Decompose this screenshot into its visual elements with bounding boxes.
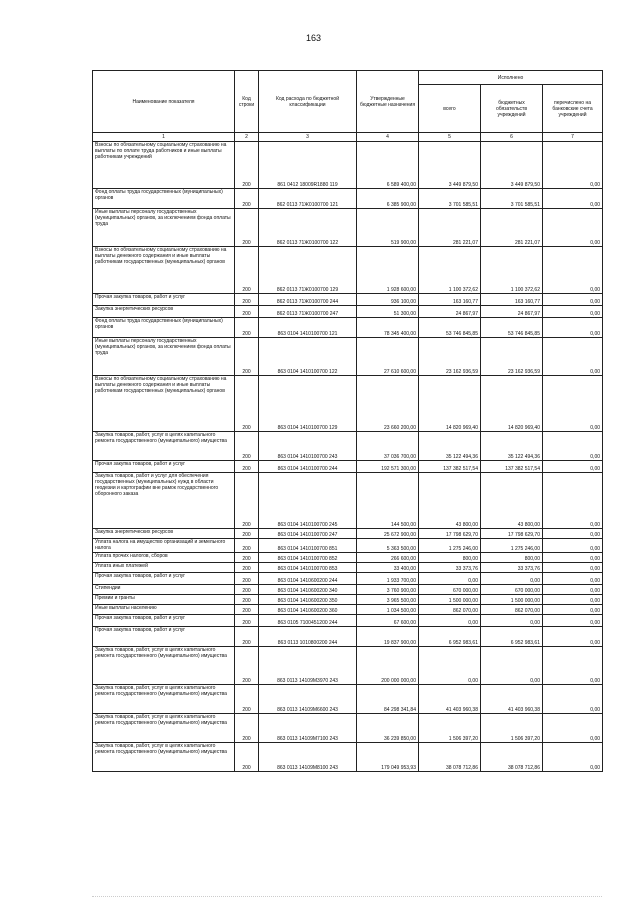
row-expense-code: 862 0113 71Ж0100700 121 — [259, 189, 357, 209]
row-approved: 192 571 300,00 — [357, 461, 419, 473]
row-name: Закупка энергетических ресурсов — [93, 529, 235, 539]
budget-execution-table — [92, 70, 603, 772]
table-row — [93, 605, 603, 615]
row-approved: 144 500,00 — [357, 473, 419, 529]
row-approved: 1 933 700,00 — [357, 573, 419, 585]
row-expense-code: 863 0104 1410100700 851 — [259, 539, 357, 553]
table-row — [93, 714, 603, 743]
row-expense-code: 863 0104 1410100700 247 — [259, 529, 357, 539]
page-number: 163 — [305, 33, 322, 43]
row-executed-total: 862 070,00 — [419, 605, 481, 615]
header-expense-code: Код расхода по бюджетной классификации — [259, 71, 357, 133]
row-expense-code: 863 0105 7100451200 244 — [259, 615, 357, 627]
row-name: Уплата иных платежей — [93, 563, 235, 573]
row-approved: 27 610 600,00 — [357, 338, 419, 376]
column-number: 5 — [419, 133, 481, 142]
row-name: Фонд оплаты труда государственных (муниципальных) органов — [93, 318, 235, 338]
table-row — [93, 553, 603, 563]
row-line-code: 200 — [235, 306, 259, 318]
row-executed-total: 1 506 397,20 — [419, 714, 481, 743]
row-line-code: 200 — [235, 563, 259, 573]
row-executed-total: 43 800,00 — [419, 473, 481, 529]
row-line-code: 200 — [235, 605, 259, 615]
row-expense-code: 862 0113 71Ж0100700 122 — [259, 209, 357, 247]
row-name: Закупка товаров, работ, услуг в целях капитального ремонта государственного (муниципального) имущества — [93, 714, 235, 743]
row-executed-transferred: 0,00 — [543, 743, 603, 772]
row-approved: 84 298 341,84 — [357, 685, 419, 714]
row-executed-total: 24 867,97 — [419, 306, 481, 318]
row-line-code: 200 — [235, 615, 259, 627]
row-executed-transferred: 0,00 — [543, 627, 603, 647]
table-row — [93, 461, 603, 473]
table-row — [93, 573, 603, 585]
row-line-code: 200 — [235, 209, 259, 247]
row-name: Взносы по обязательному социальному страхованию на выплаты денежного содержания и иные выплаты работникам государственных (муниципальных) органов — [93, 247, 235, 294]
header-executed-obligations: бюджетных обязательств учреждений — [481, 85, 543, 133]
table-row — [93, 539, 603, 553]
row-executed-obligations: 53 746 845,85 — [481, 318, 543, 338]
row-approved: 1 928 600,00 — [357, 247, 419, 294]
row-name: Стипендии — [93, 585, 235, 595]
column-number-row — [93, 133, 603, 142]
row-executed-transferred: 0,00 — [543, 247, 603, 294]
row-executed-obligations: 800,00 — [481, 553, 543, 563]
row-approved: 266 600,00 — [357, 553, 419, 563]
row-executed-obligations: 6 952 983,61 — [481, 627, 543, 647]
row-approved: 1 034 500,00 — [357, 605, 419, 615]
row-executed-transferred: 0,00 — [543, 306, 603, 318]
row-name: Фонд оплаты труда государственных (муниципальных) органов — [93, 189, 235, 209]
row-executed-total: 17 798 629,70 — [419, 529, 481, 539]
row-executed-total: 0,00 — [419, 615, 481, 627]
column-number: 6 — [481, 133, 543, 142]
row-executed-total: 3 701 585,51 — [419, 189, 481, 209]
table-row — [93, 743, 603, 772]
column-number: 3 — [259, 133, 357, 142]
row-executed-obligations: 43 800,00 — [481, 473, 543, 529]
row-line-code: 200 — [235, 573, 259, 585]
column-number: 4 — [357, 133, 419, 142]
row-executed-transferred: 0,00 — [543, 189, 603, 209]
row-line-code: 200 — [235, 585, 259, 595]
row-executed-obligations: 3 449 879,50 — [481, 142, 543, 189]
row-executed-total: 1 275 246,00 — [419, 539, 481, 553]
table-row — [93, 647, 603, 685]
table-row — [93, 585, 603, 595]
header-executed-transferred: перечислено на банковские счета учреждений — [543, 85, 603, 133]
table-row — [93, 473, 603, 529]
row-executed-transferred: 0,00 — [543, 318, 603, 338]
row-approved: 936 100,00 — [357, 294, 419, 306]
row-expense-code: 863 0104 1410600200 244 — [259, 573, 357, 585]
row-expense-code: 863 0104 1410600200 360 — [259, 605, 357, 615]
row-line-code: 200 — [235, 461, 259, 473]
row-expense-code: 863 0113 14109М8100 243 — [259, 743, 357, 772]
table-row — [93, 563, 603, 573]
row-name: Прочая закупка товаров, работ и услуг — [93, 294, 235, 306]
row-executed-transferred: 0,00 — [543, 553, 603, 563]
row-expense-code: 863 0113 14109М6600 243 — [259, 685, 357, 714]
row-name: Иные выплаты персоналу государственных (муниципальных) органов, за исключением фонда оплаты труда — [93, 209, 235, 247]
table-row — [93, 615, 603, 627]
row-executed-transferred: 0,00 — [543, 647, 603, 685]
row-executed-total: 281 221,07 — [419, 209, 481, 247]
row-expense-code: 863 0104 1410100700 129 — [259, 376, 357, 432]
row-name: Прочая закупка товаров, работ и услуг — [93, 461, 235, 473]
row-expense-code: 863 0113 1010800200 244 — [259, 627, 357, 647]
row-name: Прочая закупка товаров, работ и услуг — [93, 627, 235, 647]
row-executed-transferred: 0,00 — [543, 685, 603, 714]
row-executed-total: 35 122 494,36 — [419, 432, 481, 461]
row-line-code: 200 — [235, 318, 259, 338]
row-approved: 3 965 500,00 — [357, 595, 419, 605]
row-approved: 5 363 500,00 — [357, 539, 419, 553]
row-approved: 179 049 953,93 — [357, 743, 419, 772]
row-expense-code: 861 0412 18009R1880 119 — [259, 142, 357, 189]
row-executed-total: 0,00 — [419, 647, 481, 685]
column-number: 1 — [93, 133, 235, 142]
row-line-code: 200 — [235, 432, 259, 461]
table-row — [93, 376, 603, 432]
row-expense-code: 862 0113 71Ж0100700 247 — [259, 306, 357, 318]
header-indicator-name: Наименование показателя — [93, 71, 235, 133]
row-executed-total: 23 162 936,59 — [419, 338, 481, 376]
row-executed-obligations: 35 122 494,36 — [481, 432, 543, 461]
row-name: Прочая закупка товаров, работ и услуг — [93, 615, 235, 627]
row-executed-transferred: 0,00 — [543, 461, 603, 473]
row-name: Закупка энергетических ресурсов — [93, 306, 235, 318]
page-footer-line — [92, 896, 602, 898]
row-executed-transferred: 0,00 — [543, 573, 603, 585]
row-executed-total: 1 100 372,62 — [419, 247, 481, 294]
row-name: Премии и гранты — [93, 595, 235, 605]
row-approved: 25 672 900,00 — [357, 529, 419, 539]
row-executed-total: 14 820 969,40 — [419, 376, 481, 432]
row-approved: 33 400,00 — [357, 563, 419, 573]
row-executed-transferred: 0,00 — [543, 529, 603, 539]
row-executed-obligations: 17 798 629,70 — [481, 529, 543, 539]
row-approved: 200 000 000,00 — [357, 647, 419, 685]
row-name: Закупка товаров, работ, услуг в целях капитального ремонта государственного (муниципального) имущества — [93, 647, 235, 685]
table-row — [93, 432, 603, 461]
row-executed-obligations: 281 221,07 — [481, 209, 543, 247]
row-executed-transferred: 0,00 — [543, 595, 603, 605]
row-executed-transferred: 0,00 — [543, 473, 603, 529]
table-row — [93, 189, 603, 209]
row-executed-total: 38 078 712,86 — [419, 743, 481, 772]
row-approved: 6 589 400,00 — [357, 142, 419, 189]
row-line-code: 200 — [235, 247, 259, 294]
row-expense-code: 863 0104 1410100700 121 — [259, 318, 357, 338]
row-line-code: 200 — [235, 294, 259, 306]
row-executed-obligations: 41 403 960,38 — [481, 685, 543, 714]
row-name: Закупка товаров, работ, услуг в целях капитального ремонта государственного (муниципального) имущества — [93, 432, 235, 461]
header-executed: Исполнено — [419, 71, 603, 85]
table-row — [93, 294, 603, 306]
row-name: Иные выплаты населению — [93, 605, 235, 615]
row-line-code: 200 — [235, 142, 259, 189]
row-name: Закупка товаров, работ, услуг в целях капитального ремонта государственного (муниципального) имущества — [93, 685, 235, 714]
row-executed-total: 163 160,77 — [419, 294, 481, 306]
row-executed-transferred: 0,00 — [543, 539, 603, 553]
row-line-code: 200 — [235, 539, 259, 553]
row-approved: 36 239 850,00 — [357, 714, 419, 743]
row-executed-total: 6 952 983,61 — [419, 627, 481, 647]
row-executed-transferred: 0,00 — [543, 563, 603, 573]
row-line-code: 200 — [235, 647, 259, 685]
table-row — [93, 142, 603, 189]
header-approved: Утвержденные бюджетные назначения — [357, 71, 419, 133]
row-expense-code: 862 0113 71Ж0100700 129 — [259, 247, 357, 294]
row-expense-code: 863 0113 14109М3970 243 — [259, 647, 357, 685]
row-executed-transferred: 0,00 — [543, 585, 603, 595]
row-executed-obligations: 1 506 397,20 — [481, 714, 543, 743]
row-executed-total: 33 373,76 — [419, 563, 481, 573]
row-approved: 6 385 900,00 — [357, 189, 419, 209]
row-executed-obligations: 1 500 000,00 — [481, 595, 543, 605]
row-line-code: 200 — [235, 473, 259, 529]
row-executed-obligations: 23 162 936,59 — [481, 338, 543, 376]
row-expense-code: 863 0104 1410100700 853 — [259, 563, 357, 573]
row-executed-transferred: 0,00 — [543, 615, 603, 627]
table-row — [93, 595, 603, 605]
table-row — [93, 318, 603, 338]
row-executed-obligations: 38 078 712,86 — [481, 743, 543, 772]
row-executed-transferred: 0,00 — [543, 376, 603, 432]
row-name: Уплата налога на имущество организаций и земельного налога — [93, 539, 235, 553]
row-line-code: 200 — [235, 743, 259, 772]
row-expense-code: 863 0104 1410600200 340 — [259, 585, 357, 595]
table-row — [93, 247, 603, 294]
row-approved: 3 760 900,00 — [357, 585, 419, 595]
row-executed-obligations: 137 382 517,54 — [481, 461, 543, 473]
row-executed-transferred: 0,00 — [543, 605, 603, 615]
table-row — [93, 685, 603, 714]
row-executed-total: 53 746 845,85 — [419, 318, 481, 338]
row-approved: 23 660 200,00 — [357, 376, 419, 432]
row-approved: 78 345 400,00 — [357, 318, 419, 338]
row-line-code: 200 — [235, 338, 259, 376]
row-executed-transferred: 0,00 — [543, 209, 603, 247]
row-executed-obligations: 1 275 246,00 — [481, 539, 543, 553]
header-executed-total: всего — [419, 85, 481, 133]
row-executed-obligations: 0,00 — [481, 615, 543, 627]
table-row — [93, 338, 603, 376]
row-name: Взносы по обязательному социальному страхованию на выплаты денежного содержания и иные выплаты работникам государственных (муниципальных) органов — [93, 376, 235, 432]
row-line-code: 200 — [235, 595, 259, 605]
row-line-code: 200 — [235, 685, 259, 714]
row-executed-transferred: 0,00 — [543, 338, 603, 376]
row-line-code: 200 — [235, 627, 259, 647]
row-name: Иные выплаты персоналу государственных (муниципальных) органов, за исключением фонда оплаты труда — [93, 338, 235, 376]
column-number: 2 — [235, 133, 259, 142]
row-expense-code: 863 0104 1410600200 350 — [259, 595, 357, 605]
table-row — [93, 306, 603, 318]
row-executed-total: 1 500 000,00 — [419, 595, 481, 605]
row-expense-code: 863 0104 1410100700 122 — [259, 338, 357, 376]
row-executed-transferred: 0,00 — [543, 432, 603, 461]
row-executed-obligations: 0,00 — [481, 573, 543, 585]
row-name: Прочая закупка товаров, работ и услуг — [93, 573, 235, 585]
row-expense-code: 862 0113 71Ж0100700 244 — [259, 294, 357, 306]
row-executed-obligations: 862 070,00 — [481, 605, 543, 615]
row-executed-obligations: 24 867,97 — [481, 306, 543, 318]
row-executed-transferred: 0,00 — [543, 294, 603, 306]
table-body — [93, 142, 603, 772]
row-executed-obligations: 163 160,77 — [481, 294, 543, 306]
row-line-code: 200 — [235, 553, 259, 563]
row-expense-code: 863 0113 14109М7100 243 — [259, 714, 357, 743]
row-executed-obligations: 1 100 372,62 — [481, 247, 543, 294]
row-executed-obligations: 14 820 969,40 — [481, 376, 543, 432]
row-expense-code: 863 0104 1410100700 245 — [259, 473, 357, 529]
row-approved: 19 837 900,00 — [357, 627, 419, 647]
row-executed-transferred: 0,00 — [543, 142, 603, 189]
row-line-code: 200 — [235, 714, 259, 743]
column-number: 7 — [543, 133, 603, 142]
row-name: Уплата прочих налогов, сборов — [93, 553, 235, 563]
row-executed-obligations: 0,00 — [481, 647, 543, 685]
row-executed-total: 41 403 960,38 — [419, 685, 481, 714]
row-expense-code: 863 0104 1410100700 852 — [259, 553, 357, 563]
table-row — [93, 627, 603, 647]
row-name: Закупка товаров, работ и услуг для обеспечения государственных (муниципальных) нужд в области геодезии и картографии вне рамок государственного оборонного заказа — [93, 473, 235, 529]
row-approved: 519 900,00 — [357, 209, 419, 247]
row-line-code: 200 — [235, 529, 259, 539]
row-executed-total: 0,00 — [419, 573, 481, 585]
row-expense-code: 863 0104 1410100700 244 — [259, 461, 357, 473]
row-line-code: 200 — [235, 376, 259, 432]
row-approved: 51 300,00 — [357, 306, 419, 318]
row-executed-total: 800,00 — [419, 553, 481, 563]
row-approved: 67 600,00 — [357, 615, 419, 627]
table-row — [93, 529, 603, 539]
row-name: Взносы по обязательному социальному страхованию на выплаты по оплате труда работников и иные выплаты работникам учреждений — [93, 142, 235, 189]
row-executed-transferred: 0,00 — [543, 714, 603, 743]
row-approved: 37 036 700,00 — [357, 432, 419, 461]
row-executed-obligations: 670 000,00 — [481, 585, 543, 595]
row-executed-obligations: 3 701 585,51 — [481, 189, 543, 209]
table-row — [93, 209, 603, 247]
header-line-code: Код строки — [235, 71, 259, 133]
row-executed-total: 3 449 879,50 — [419, 142, 481, 189]
row-executed-total: 137 382 517,54 — [419, 461, 481, 473]
row-name: Закупка товаров, работ, услуг в целях капитального ремонта государственного (муниципального) имущества — [93, 743, 235, 772]
row-executed-total: 670 000,00 — [419, 585, 481, 595]
row-executed-obligations: 33 373,76 — [481, 563, 543, 573]
row-line-code: 200 — [235, 189, 259, 209]
row-expense-code: 863 0104 1410100700 243 — [259, 432, 357, 461]
